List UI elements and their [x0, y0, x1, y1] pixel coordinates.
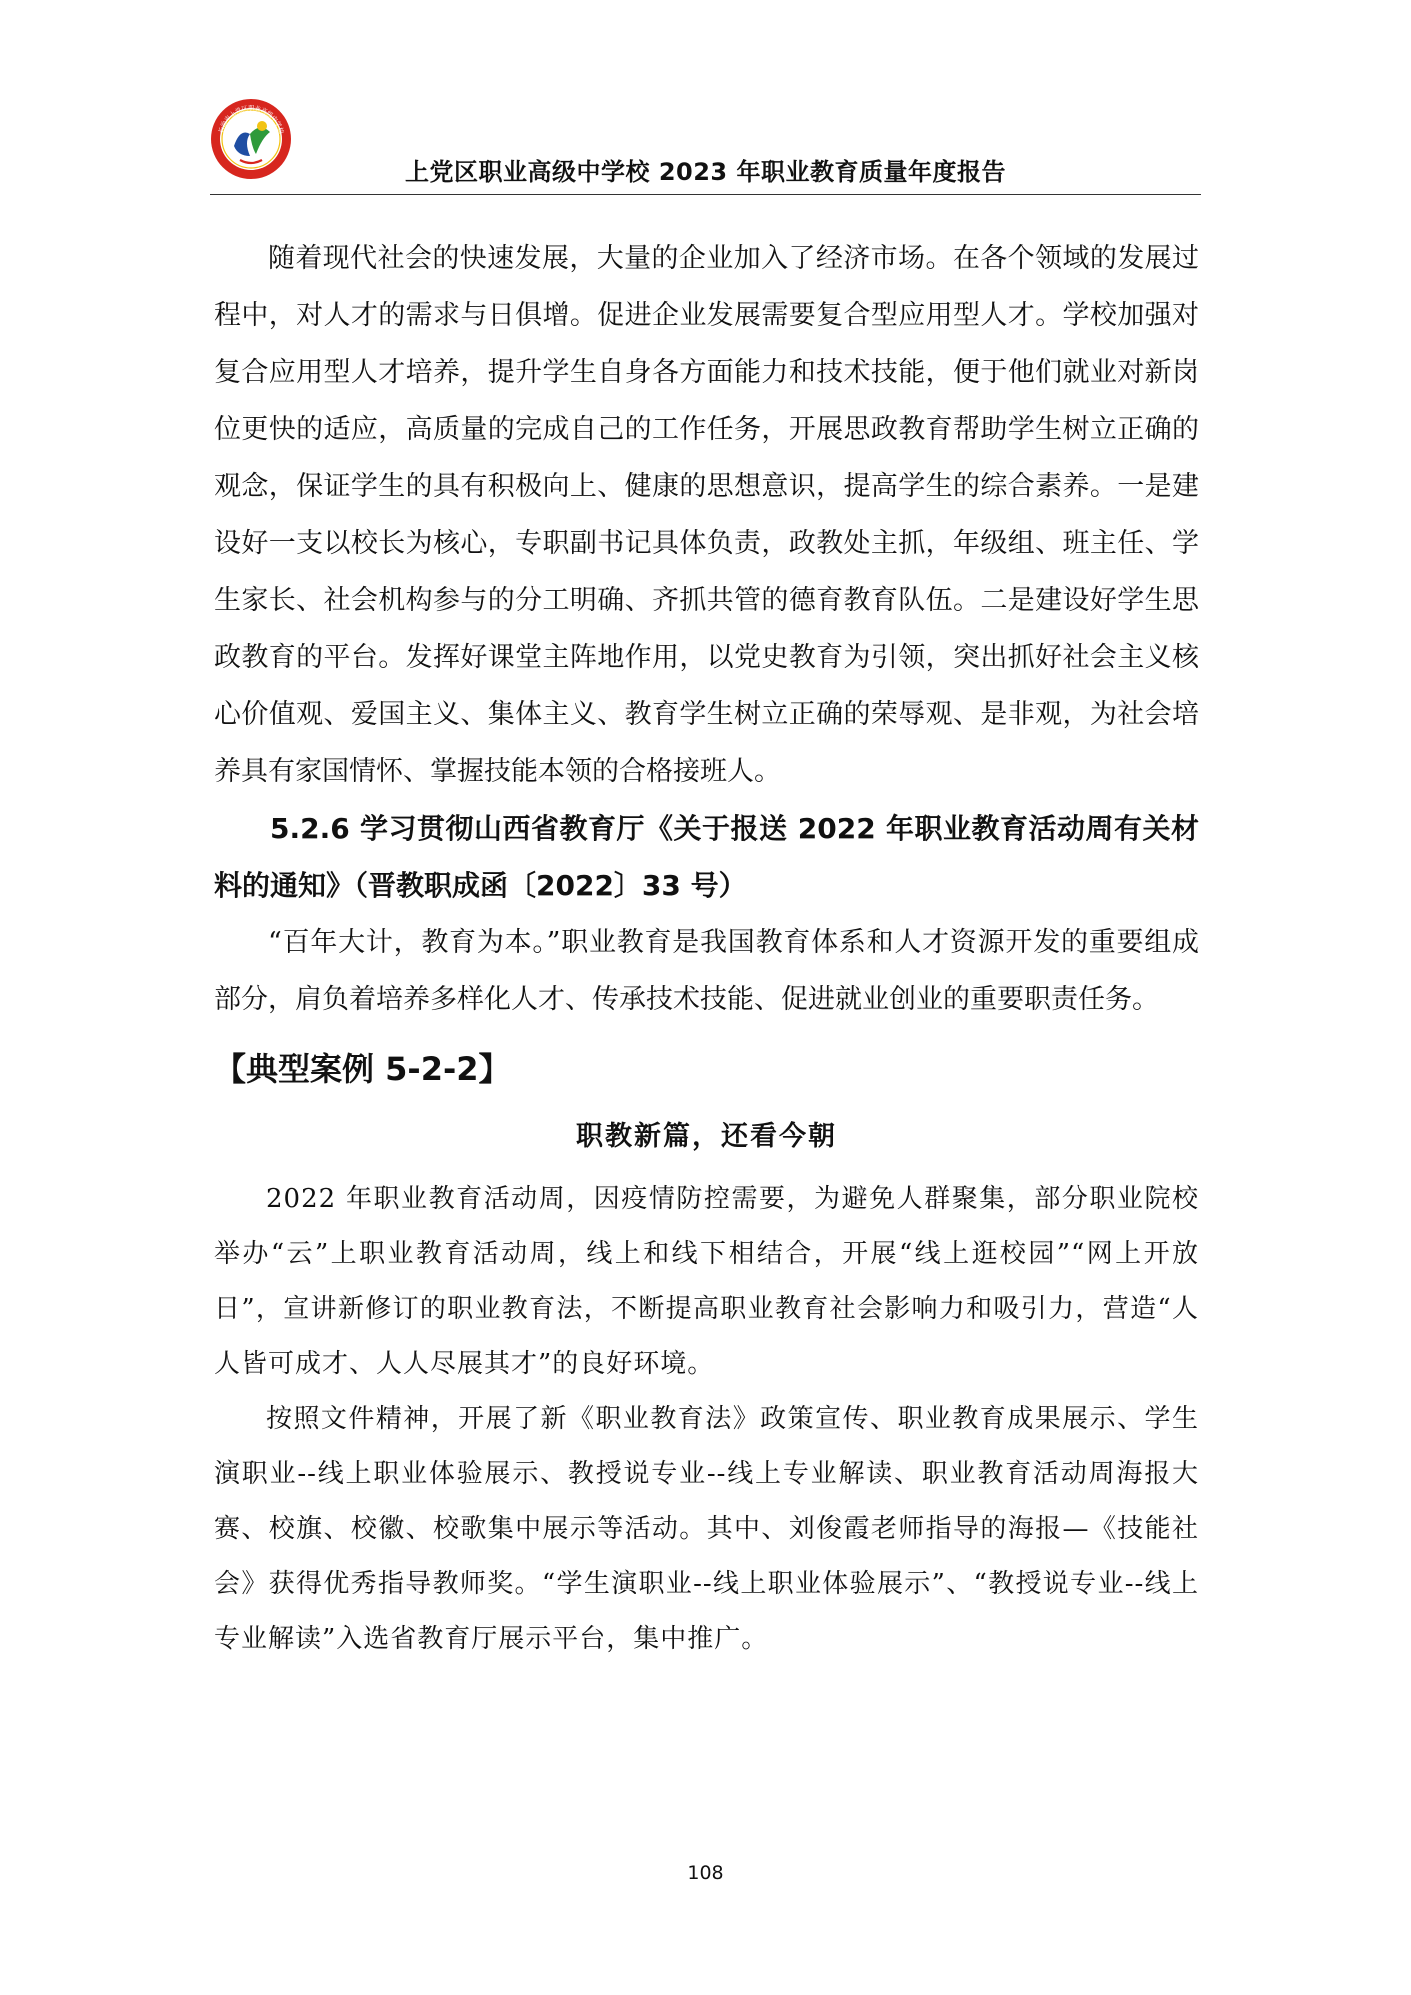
body-paragraph-2: “百年大计，教育为本。”职业教育是我国教育体系和人才资源开发的重要组成部分，肩负着培养多样化人才、传承技术技能、促进就业创业的重要职责任务。: [214, 927, 1199, 1015]
case-paragraph-1: 2022 年职业教育活动周，因疫情防控需要，为避免人群聚集，部分职业院校举办“云”上职业教育活动周，线上和线下相结合，开展“线上逛校园”“网上开放日”，宣讲新修订的职业教育法，不断提高职业教育社会影响力和吸引力，营造“人人皆可成才、人人尽展其才”的良好环境。: [214, 1184, 1199, 1379]
page-number: 108: [687, 1862, 724, 1884]
report-header-title: 上党区职业高级中学校 2023 年职业教育质量年度报告: [404, 158, 1006, 186]
section-heading-5-2-6: 5.2.6 学习贯彻山西省教育厅《关于报送 2022 年职业教育活动周有关材料的通知》（晋教职成函〔2022〕33 号）: [214, 812, 1199, 902]
case-paragraph-2: 按照文件精神，开展了新《职业教育法》政策宣传、职业教育成果展示、学生演职业--线上职业体验展示、教授说专业--线上专业解读、职业教育活动周海报大赛、校旗、校徽、校歌集中展示等活动。其中、刘俊霞老师指导的海报—《技能社会》获得优秀指导教师奖。“学生演职业--线上职业体验展示”、“教授说专业--线上专业解读”入选省教育厅展示平台，集中推广。: [214, 1404, 1199, 1654]
header-divider: [210, 194, 1201, 195]
case-label: 【典型案例 5-2-2】: [214, 1050, 511, 1088]
page-content: [214, 230, 1199, 1667]
logo-ring-text: 长治市上党区职业高级中学校: [217, 104, 285, 135]
body-paragraph-1: 随着现代社会的快速发展，大量的企业加入了经济市场。在各个领域的发展过程中，对人才的需求与日俱增。促进企业发展需要复合型应用型人才。学校加强对复合应用型人才培养，提升学生自身各方面能力和技术技能，便于他们就业对新岗位更快的适应，高质量的完成自己的工作任务，开展思政教育帮助学生树立正确的观念，保证学生的具有积极向上、健康的思想意识，提高学生的综合素养。一是建设好一支以校长为核心，专职副书记具体负责，政教处主抓，年级组、班主任、学生家长、社会机构参与的分工明确、齐抓共管的德育教育队伍。二是建设好学生思政教育的平台。发挥好课堂主阵地作用，以党史教育为引领，突出抓好社会主义核心价值观、爱国主义、集体主义、教育学生树立正确的荣辱观、是非观，为社会培养具有家国情怀、掌握技能本领的合格接班人。: [214, 243, 1199, 787]
case-title: 职教新篇，还看今朝: [576, 1121, 837, 1152]
